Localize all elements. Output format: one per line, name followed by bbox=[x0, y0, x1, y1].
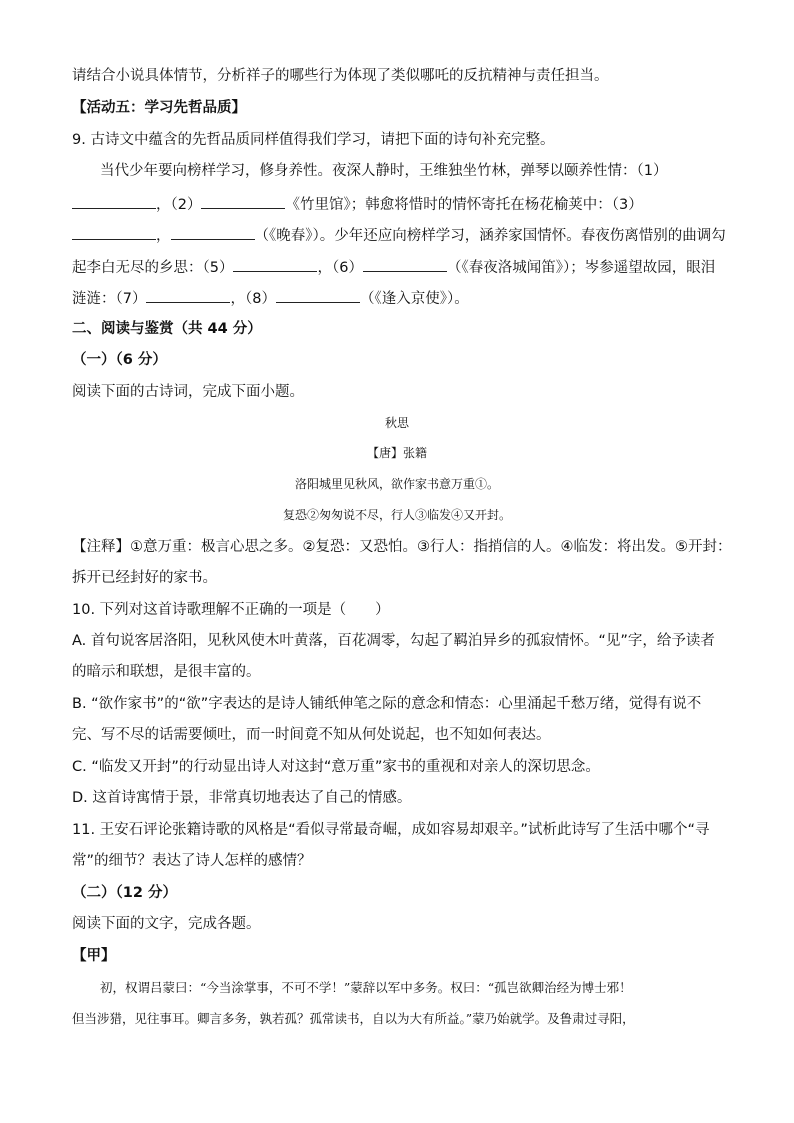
option-a-cont: 的暗示和联想，是很丰富的。 bbox=[72, 664, 261, 680]
activity-five-heading: 【活动五：学习先哲品质】 bbox=[72, 100, 246, 116]
poem-line-1: 洛阳城里见秋风，欲作家书意万重①。 bbox=[294, 477, 499, 491]
poem-title: 秋思 bbox=[384, 416, 409, 430]
option-c: C. “临发又开封”的行动显出诗人对这封“意万重”家书的重视和对亲人的深切思念。 bbox=[72, 759, 600, 775]
poem-line-2: 复恐②匆匆说不尽，行人③临发④又开封。 bbox=[282, 508, 511, 522]
answer-blank-2[interactable] bbox=[201, 193, 285, 209]
q9-paragraph-line-2: ，（2） 《竹里馆》；韩愈将惜时的情怀寄托在杨花榆荚中：（3） bbox=[72, 193, 643, 215]
q9-paragraph-line-4: 起李白无尽的乡思：（5） ，（6） （《春夜洛城闻笛》）；岑参遥望故园，眼泪 bbox=[72, 256, 715, 278]
option-a: A. 首句说客居洛阳，见秋风使木叶黄落，百花凋零，勾起了羁泊异乡的孤寂情怀。“见”字，给予读者 bbox=[72, 633, 715, 649]
answer-blank-6[interactable] bbox=[363, 256, 447, 272]
question-prompt: 请结合小说具体情节，分析祥子的哪些行为体现了类似哪吒的反抗精神与责任担当。 bbox=[72, 68, 609, 84]
part-two-instruction: 阅读下面的文字，完成各题。 bbox=[72, 916, 261, 932]
answer-blank-5[interactable] bbox=[233, 256, 317, 272]
option-b: B. “欲作家书”的“欲”字表达的是诗人铺纸伸笔之际的意念和情态：心里涌起千愁万绪，觉得有说不 bbox=[72, 696, 702, 712]
q9-paragraph-line-1: 当代少年要向榜样学习，修身养性。夜深人静时，王维独坐竹林，弹琴以颐养性情：（1） bbox=[100, 163, 668, 179]
question-11-cont: 常”的细节？表达了诗人怎样的感情？ bbox=[72, 853, 312, 869]
question-11: 11. 王安石评论张籍诗歌的风格是“看似寻常最奇崛，成如容易却艰辛。”试析此诗写了生活中哪个“寻 bbox=[72, 822, 710, 838]
option-b-cont: 完、写不尽的话需要倾吐，而一时间竟不知从何处说起，也不知如何表达。 bbox=[72, 727, 551, 743]
option-d: D. 这首诗寓情于景，非常真切地表达了自己的情感。 bbox=[72, 790, 412, 806]
poem-notes: 【注释】①意万重：极言心思之多。②复恐：又恐怕。③行人：指捎信的人。④临发：将出发。⑤开封： bbox=[72, 539, 732, 555]
question-10: 10. 下列对这首诗歌理解不正确的一项是（ ） bbox=[72, 602, 390, 618]
question-9: 9. 古诗文中蕴含的先哲品质同样值得我们学习，请把下面的诗句补充完整。 bbox=[72, 132, 555, 148]
passage-jia-line-2: 但当涉猎，见往事耳。卿言多务，孰若孤？孤常读书，自以为大有所益。”蒙乃始就学。及鲁肃过寻阳， bbox=[72, 1011, 635, 1026]
passage-jia-line-1: 初，权谓吕蒙曰：“今当涂掌事，不可不学！”蒙辞以军中多务。权曰：“孤岂欲卿治经为博士邪！ bbox=[100, 980, 632, 995]
part-one-instruction: 阅读下面的古诗词，完成下面小题。 bbox=[72, 384, 304, 400]
passage-jia-label: 【甲】 bbox=[72, 948, 116, 964]
poem-author: 【唐】张籍 bbox=[366, 446, 427, 460]
poem-notes-cont: 拆开已经封好的家书。 bbox=[72, 570, 217, 586]
answer-blank-4[interactable] bbox=[171, 224, 255, 240]
answer-blank-7[interactable] bbox=[146, 287, 230, 303]
section-two-heading: 二、阅读与鉴赏（共 44 分） bbox=[72, 321, 262, 337]
q9-paragraph-line-5: 涟涟：（7） ，（8） （《逢入京使》）。 bbox=[72, 287, 469, 309]
answer-blank-1[interactable] bbox=[72, 193, 156, 209]
part-two-heading: （二）（12 分） bbox=[72, 885, 177, 901]
q9-paragraph-line-3: ， （《晚春》）。少年还应向榜样学习，涵养家国情怀。春夜伤离惜别的曲调勾 bbox=[72, 224, 726, 246]
answer-blank-3[interactable] bbox=[72, 224, 156, 240]
part-one-heading: （一）（6 分） bbox=[72, 352, 167, 368]
answer-blank-8[interactable] bbox=[276, 287, 360, 303]
